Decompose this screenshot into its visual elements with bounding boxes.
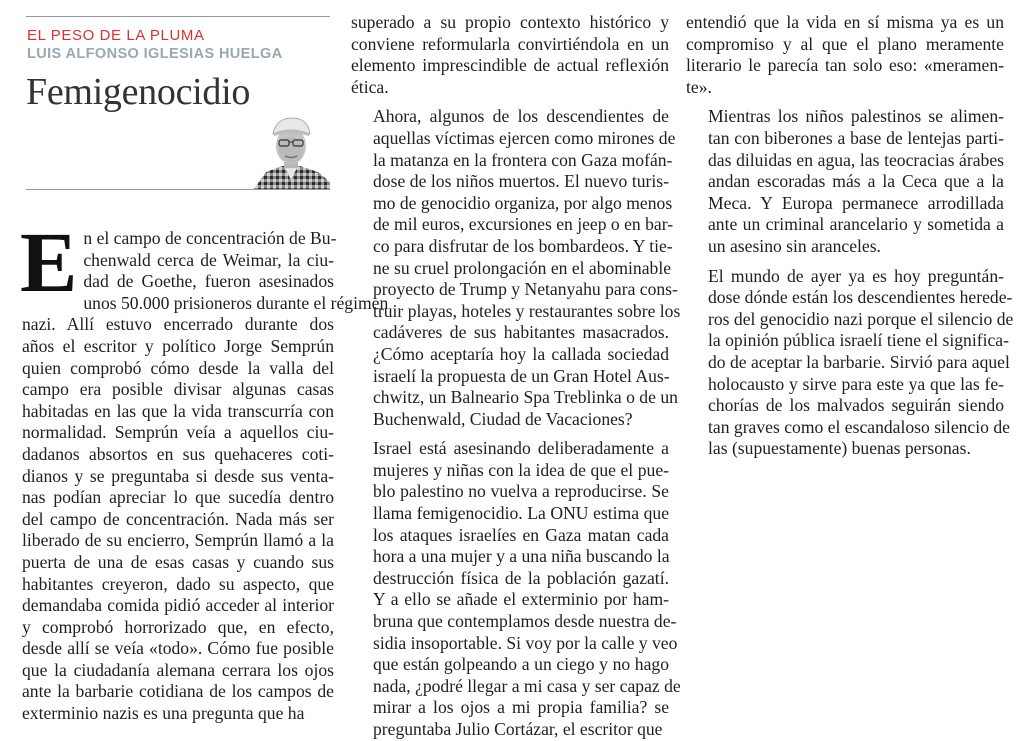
paragraph xyxy=(686,12,1004,98)
text-line: habitadas en las que la vida transcurría con xyxy=(22,400,334,421)
text-line: tan con biberones a base de lentejas parti- xyxy=(708,127,1004,148)
text-line: dose dónde están los descendientes herede- xyxy=(708,287,1013,308)
text-line: desde allí se veía «todo». Cómo fue posible xyxy=(22,638,334,659)
text-line: israelí la propuesta de un Gran Hotel Aus- xyxy=(373,365,670,386)
header-bottom-rule xyxy=(26,189,330,190)
article-title: Femigenocidio xyxy=(26,71,251,113)
text-line: El mundo de ayer ya es hoy preguntán- xyxy=(708,265,1004,286)
text-line: años el escritor y político Jorge Semprún xyxy=(22,335,334,356)
text-line: quien comprobó cómo desde la valla del xyxy=(22,357,334,378)
text-line: normalidad. Semprún veía a aquellos ciu- xyxy=(22,422,334,443)
paragraph-text xyxy=(351,438,681,740)
text-line: truir playas, hoteles y restaurantes sobre los xyxy=(373,300,681,321)
paragraph-text xyxy=(686,12,1004,98)
text-line: ante un criminal arancelario y sometida a xyxy=(708,214,1004,235)
text-line: mo de genocidio organiza, por algo menos xyxy=(373,192,673,213)
text-line: chorías de los malvados seguirán siendo xyxy=(708,395,1004,416)
paragraph xyxy=(351,438,681,740)
text-line: que la ciudadanía alemana cerrara los ojos xyxy=(22,659,334,680)
text-line: los ataques israelíes en Gaza matan cada xyxy=(373,524,669,545)
article-column-3 xyxy=(686,12,1014,460)
text-line: dianos y se preguntaba si desde sus venta- xyxy=(22,465,334,486)
text-line: de mil euros, excursiones en jeep o en bar- xyxy=(373,214,674,235)
text-line: llama femigenocidio. La ONU estima que xyxy=(373,503,669,524)
text-line: Meca. Y Europa permanece arrodillada xyxy=(708,192,1004,213)
text-line: liberado de su encierro, Semprún llamó a la xyxy=(22,530,334,551)
paragraph xyxy=(20,214,389,725)
text-line: dad de Goethe, fueron asesinados xyxy=(83,271,334,292)
text-line: te». xyxy=(686,76,712,97)
text-line: del campo de concentración. Nada más ser xyxy=(22,508,334,529)
paragraph-text xyxy=(686,106,1004,257)
text-line: n el campo de concentración de Bu- xyxy=(83,228,337,248)
header-top-rule xyxy=(26,16,330,17)
text-line: tan graves como el escandaloso silencio de xyxy=(708,416,1010,437)
text-line: ne su cruel prolongación en el abominable xyxy=(373,257,672,278)
text-line: hora a una mujer y a una niña buscando la xyxy=(373,546,670,567)
text-line: compromiso y al que el plano meramente xyxy=(686,33,1004,54)
text-line: Buchenwald, Ciudad de Vacaciones? xyxy=(373,408,633,429)
text-line: habitantes creyeron, dado su aspecto, que xyxy=(22,573,334,594)
paragraph-text xyxy=(351,12,669,98)
author-photo xyxy=(252,116,330,189)
text-line: dadanos absortos en sus quehaceres coti- xyxy=(22,443,334,464)
text-line: ética. xyxy=(351,76,389,97)
article-column-2 xyxy=(351,12,681,741)
text-line: conviene reformularla convirtiéndola en un xyxy=(351,33,669,54)
text-line: cadáveres de sus habitantes masacrados. xyxy=(373,322,669,343)
text-line: das diluidas en agua, las teocracias árabes xyxy=(708,149,1004,170)
text-line: la opinión pública israelí tiene el significa- xyxy=(708,330,1009,351)
text-line: co para disfrutar de los bombardeos. Y tie- xyxy=(373,235,673,256)
text-line: chenwald cerca de Weimar, la ciu- xyxy=(83,249,334,270)
text-line: nas podían apreciar lo que sucedía dentro xyxy=(22,487,334,508)
text-line: la matanza en la frontera con Gaza mofán- xyxy=(373,149,673,170)
paragraph-text xyxy=(351,106,681,430)
text-line: dose de los niños muertos. El nuevo turis- xyxy=(373,171,669,192)
text-line: unos 50.000 prisioneros durante el régimen xyxy=(83,292,389,313)
text-line: proyecto de Trump y Netanyahu para cons- xyxy=(373,279,678,300)
text-line: sidia insoportable. Si voy por la calle y veo xyxy=(373,632,678,653)
text-line: ante la barbarie cotidiana de los campos de xyxy=(22,681,334,702)
paragraph xyxy=(686,265,1014,460)
text-line: campo era posible divisar algunas casas xyxy=(22,379,334,400)
paragraph xyxy=(686,106,1004,257)
text-line: Israel está asesinando deliberadamente a xyxy=(373,438,669,459)
text-line: exterminio nazis es una pregunta que ha xyxy=(22,703,305,724)
text-line: blo palestino no vuelva a reproducirse. Se xyxy=(373,481,669,502)
text-line: Y a ello se añade el exterminio por ham- xyxy=(373,589,669,610)
text-line: chwitz, un Balneario Spa Treblinka o de un xyxy=(373,387,678,408)
drop-cap: E xyxy=(20,214,78,310)
text-line: y comprobó horrorizado que, en efecto, xyxy=(22,616,334,637)
text-line: puerta de una de esas casas y cuando sus xyxy=(22,551,334,572)
text-line: demandaba comida pidió acceder al interior xyxy=(22,595,334,616)
text-line: mujeres y niñas con la idea de que el pue- xyxy=(373,459,669,480)
text-line: destrucción física de la población gazatí. xyxy=(373,567,669,588)
text-line: entendió que la vida en sí misma ya es un xyxy=(686,12,1004,32)
text-line: Mientras los niños palestinos se alimen- xyxy=(708,106,1004,127)
text-line: do de aceptar la barbarie. Sirvió para aquel xyxy=(708,351,1010,372)
paragraph xyxy=(351,12,669,98)
paragraph-text xyxy=(686,265,1014,460)
text-line: preguntaba Julio Cortázar, el escritor que xyxy=(373,719,663,739)
text-line: superado a su propio contexto histórico y xyxy=(351,12,669,32)
text-line: que están golpeando a un ciego y no hago xyxy=(373,654,669,675)
text-line: elemento imprescindible de actual reflexión xyxy=(351,55,669,76)
author-byline: LUIS ALFONSO IGLESIAS HUELGA xyxy=(27,46,283,62)
text-line: las (supuestamente) buenas personas. xyxy=(708,438,971,459)
article-column-1 xyxy=(20,214,389,725)
text-line: un asesino sin aranceles. xyxy=(708,235,881,256)
text-line: mirar a los ojos a mi propia familia? se xyxy=(373,697,669,718)
text-line: ros del genocidio nazi porque el silencio de xyxy=(708,308,1014,329)
text-line: Ahora, algunos de los descendientes de xyxy=(373,106,669,127)
text-line: holocausto y sirve para este ya que las fe- xyxy=(708,373,1004,394)
section-kicker: EL PESO DE LA PLUMA xyxy=(27,27,205,44)
author-portrait-icon xyxy=(252,116,330,189)
text-line: aquellas víctimas ejercen como mirones de xyxy=(373,127,676,148)
text-line: nazi. Allí estuvo encerrado durante dos xyxy=(22,314,334,335)
text-line: andan escoradas más a la Ceca que a la xyxy=(708,171,1004,192)
text-line: ¿Cómo aceptaría hoy la callada sociedad xyxy=(373,343,669,364)
text-line: nada, ¿podré llegar a mi casa y ser capaz de xyxy=(373,675,681,696)
paragraph xyxy=(351,106,681,430)
text-line: literario le parecía tan solo eso: «meramen- xyxy=(686,55,1004,76)
text-line: bruna que contemplamos desde nuestra de- xyxy=(373,611,677,632)
